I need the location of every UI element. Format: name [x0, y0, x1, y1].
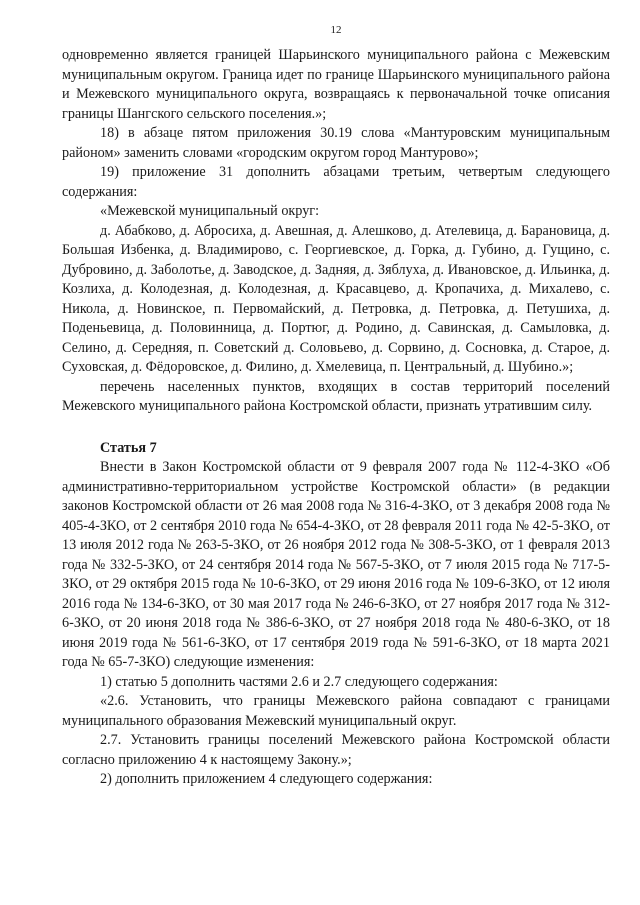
paragraph-repeal: перечень населенных пунктов, входящих в состав территорий поселений Межевского муниципального района Костромской области, признать утратившим силу.	[62, 378, 610, 414]
article-paragraph-item-1: 1) статью 5 дополнить частями 2.6 и 2.7 следующего содержания:	[100, 673, 498, 690]
paragraph-border-description: одновременно является границей Шарьинского муниципального района с Межевским муниципальным округом. Граница идет по границе Шарьинского муниципального района и Межевского муниципального округа, возвращаясь к первоначальной точке описания границы Шангского сельского поселения.»;	[62, 47, 610, 122]
article-paragraph-2-7: 2.7. Установить границы поселений Межевского района Костромской области согласно приложению 4 к настоящему Закону.»;	[62, 732, 610, 768]
paragraph-item-19: 19) приложение 31 дополнить абзацами третьим, четвертым следующего содержания:	[62, 164, 610, 200]
article-title: Статья 7	[100, 439, 157, 456]
document-body	[62, 46, 610, 790]
paragraph-district-heading: «Межевской муниципальный округ:	[100, 203, 320, 219]
page-number: 12	[330, 24, 342, 36]
section-spacer	[62, 417, 610, 439]
article-paragraph-item-2: 2) дополнить приложением 4 следующего содержания:	[100, 771, 433, 787]
article-paragraph-2-6: «2.6. Установить, что границы Межевского района совпадают с границами муниципального образования Межевский муниципальный округ.	[62, 693, 610, 729]
paragraph-settlement-list: д. Абабково, д. Абросиха, д. Авешная, д. Алешково, д. Ателевица, д. Барановица, д. Большая Избенка, д. Владимирово, с. Георгиевское, д. Горка, д. Губино, д. Гущино, с. Дубровино, д. Заболотье, д. Заводское, д. Задняя, д. Зяблуха, д. Ивановское, д. Ильинка, д. Козлиха, д. Колодезная, д. Колодезная, д. Красавцево, д. Кропачиха, д. Михалево, с. Никола, д. Новинское, п. Первомайский, д. Петровка, д. Петровка, д. Петушиха, д. Поденьевица, д. Половинница, д. Портюг, д. Родино, д. Савинская, д. Самыловка, д. Селино, д. Середняя, п. Советский д. Соловьево, д. Сорвино, д. Сосновка, д. Старое, д. Суховская, д. Фёдоровское, д. Филино, д. Хмелевица, п. Центральный, д. Шубино.»;	[62, 222, 610, 375]
paragraph-item-18: 18) в абзаце пятом приложения 30.19 слова «Мантуровским муниципальным районом» заменить словами «городским округом город Мантурово»;	[62, 125, 610, 161]
article-paragraph-amendments: Внести в Закон Костромской области от 9 февраля 2007 года № 112-4-ЗКО «Об административно-территориальном устройстве Костромской области» (в редакции законов Костромской области от 26 мая 2008 года № 316-4-ЗКО, от 3 декабря 2008 года № 405-4-ЗКО, от 2 сентября 2010 года № 654-4-ЗКО, от 28 февраля 2011 года № 42-5-ЗКО, от 13 июля 2012 года № 263-5-ЗКО, от 26 ноября 2012 года № 308-5-ЗКО, от 1 февраля 2013 года № 332-5-ЗКО, от 24 сентября 2014 года № 567-5-ЗКО, от 7 июля 2015 года № 717-5-ЗКО, от 29 октября 2015 года № 10-6-ЗКО, от 29 июня 2016 года № 109-6-ЗКО, от 12 июля 2016 года № 134-6-ЗКО, от 30 мая 2017 года № 246-6-ЗКО, от 27 ноября 2017 года № 312-6-ЗКО, от 20 июня 2018 года № 386-6-ЗКО, от 27 ноября 2018 года № 480-6-ЗКО, от 18 июня 2019 года № 561-6-ЗКО, от 17 сентября 2019 года № 591-6-ЗКО, от 18 марта 2021 года № 65-7-ЗКО) следующие изменения:	[62, 459, 610, 670]
